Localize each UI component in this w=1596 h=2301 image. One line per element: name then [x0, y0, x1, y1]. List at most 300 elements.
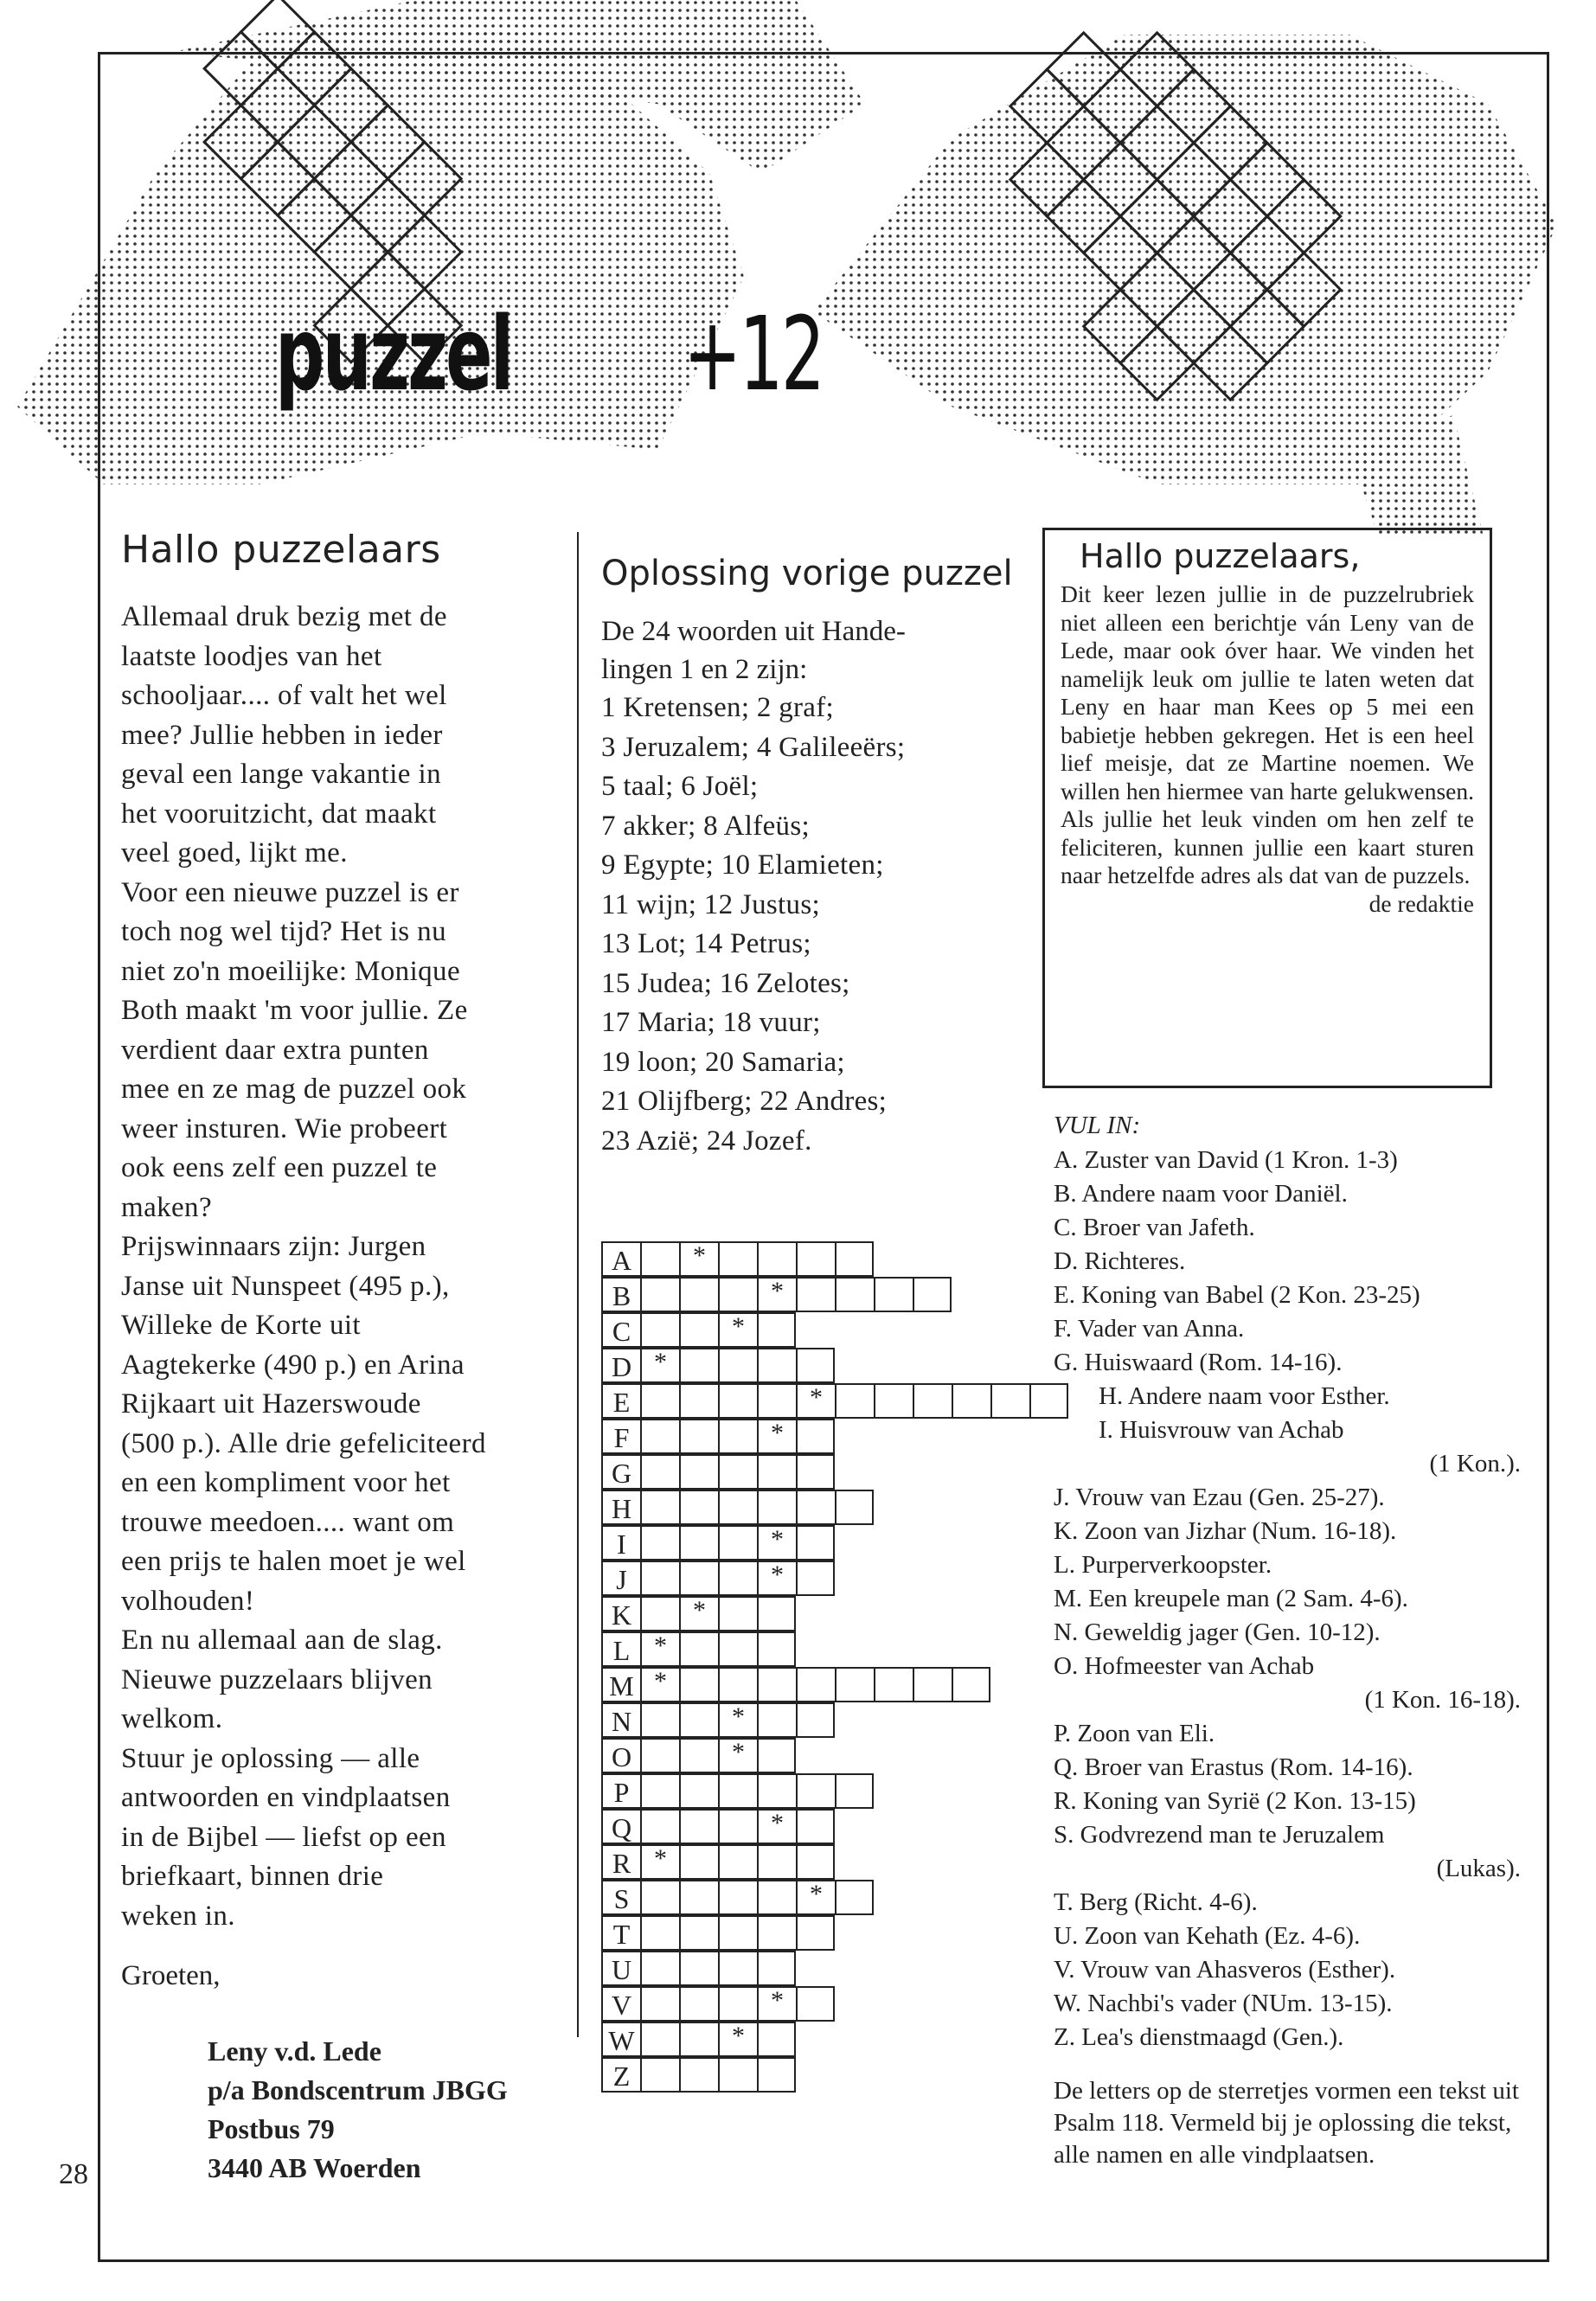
- clue-item: [1054, 1346, 1521, 1380]
- clue-text: P. Zoon van Eli.: [1054, 1720, 1215, 1747]
- grid-cell[interactable]: [796, 1383, 835, 1419]
- grid-row-label: D: [601, 1348, 640, 1383]
- grid-cell[interactable]: [640, 1986, 679, 2022]
- grid-cell[interactable]: [718, 1880, 757, 1915]
- grid-cell[interactable]: [679, 1241, 718, 1277]
- clues-heading: VUL IN:: [1054, 1112, 1141, 1139]
- grid-cell[interactable]: [796, 1773, 835, 1809]
- grid-cell[interactable]: [718, 1596, 757, 1631]
- clue-item: [1054, 1279, 1521, 1312]
- grid-cell[interactable]: [796, 1241, 835, 1277]
- grid-row-label: J: [601, 1561, 640, 1596]
- grid-cell[interactable]: [913, 1383, 952, 1419]
- grid-cell[interactable]: [757, 1667, 796, 1702]
- grid-row-label: B: [601, 1277, 640, 1312]
- intro-line: mee en ze mag de puzzel ook: [121, 1074, 467, 1105]
- grid-cell[interactable]: [640, 1561, 679, 1596]
- star-marker: *: [654, 1667, 667, 1695]
- clue-item: [1054, 1413, 1521, 1481]
- grid-cell[interactable]: [757, 1809, 796, 1844]
- notice-text: Dit keer lezen jullie in de puzzelrubriek niet alleen een berichtje ván Leny van de Lede, maar ook óver haar. We vinden het namelijk leuk om jullie te laten weten dat Leny en haar man Kees op 5 mei een babietje hebben gekregen. Het is een heel lief meisje, dat ze Martine noemen. We willen hen hiermee van harte gelukwensen. Als jullie het leuk vinden om hen zelf te feliciteren, kunnen jullie een kaart sturen naar hetzelfde adres als dat van de puzzels.: [1061, 580, 1474, 888]
- grid-row-label: M: [601, 1667, 640, 1702]
- clue-item: [1054, 1616, 1521, 1650]
- sol-intro-line: De 24 woorden uit Hande-: [601, 616, 906, 647]
- grid-cell[interactable]: [952, 1383, 990, 1419]
- grid-cell[interactable]: [679, 1702, 718, 1738]
- grid-cell[interactable]: [718, 1277, 757, 1312]
- signature: [208, 2032, 554, 2188]
- clue-text: E. Koning van Babel (2 Kon. 23-25): [1054, 1281, 1420, 1309]
- grid-cell[interactable]: [796, 1525, 835, 1561]
- grid-cell[interactable]: [640, 2022, 679, 2057]
- grid-row-label: P: [601, 1773, 640, 1809]
- grid-cell[interactable]: [835, 1241, 874, 1277]
- grid-cell[interactable]: [640, 1738, 679, 1773]
- intro-line: Janse uit Nunspeet (495 p.),: [121, 1270, 450, 1302]
- grid-cell[interactable]: [718, 1702, 757, 1738]
- star-marker: *: [654, 1631, 667, 1660]
- grid-cell[interactable]: [679, 1951, 718, 1986]
- clue-text: C. Broer van Jafeth.: [1054, 1214, 1255, 1241]
- intro-line: Nieuwe puzzelaars blijven: [121, 1663, 433, 1695]
- grid-cell[interactable]: [835, 1383, 874, 1419]
- grid-cell[interactable]: [757, 1844, 796, 1880]
- grid-cell[interactable]: [718, 1738, 757, 1773]
- grid-row-v: [601, 1986, 835, 2022]
- grid-row-g: [601, 1454, 835, 1490]
- clue-text: F. Vader van Anna.: [1054, 1315, 1245, 1343]
- intro-line: briefkaart, binnen drie: [121, 1861, 384, 1892]
- grid-row-label: Z: [601, 2057, 640, 2093]
- intro-line: Rijkaart uit Hazerswoude: [121, 1388, 421, 1420]
- intro-line: in de Bijbel — liefst op een: [121, 1821, 446, 1853]
- grid-row-label: C: [601, 1312, 640, 1348]
- grid-row-label: N: [601, 1702, 640, 1738]
- grid-cell[interactable]: [757, 1277, 796, 1312]
- grid-cell[interactable]: [640, 1277, 679, 1312]
- grid-cell[interactable]: [718, 1454, 757, 1490]
- intro-line: antwoorden en vindplaatsen: [121, 1782, 451, 1813]
- solution-line: 3 Jeruzalem; 4 Galileeërs;: [601, 731, 906, 763]
- intro-line: Allemaal druk bezig met de: [121, 601, 447, 632]
- grid-cell[interactable]: [679, 1596, 718, 1631]
- intro-line: maken?: [121, 1191, 213, 1223]
- notice-signoff: de redaktie: [1368, 889, 1474, 917]
- grid-row-m: [601, 1667, 990, 1702]
- intro-line: weken in.: [121, 1900, 235, 1932]
- sig-line: 3440 AB Woerden: [208, 2152, 421, 2183]
- grid-cell[interactable]: [718, 1419, 757, 1454]
- solution-heading: Oplossing vorige puzzel: [601, 554, 1013, 593]
- grid-cell[interactable]: [718, 2057, 757, 2093]
- star-marker: *: [810, 1383, 823, 1412]
- clue-text: B. Andere naam voor Daniël.: [1054, 1180, 1348, 1208]
- grid-cell[interactable]: [757, 1596, 796, 1631]
- grid-cell[interactable]: [679, 1773, 718, 1809]
- grid-cell[interactable]: [835, 1773, 874, 1809]
- grid-cell[interactable]: [796, 1844, 835, 1880]
- grid-cell[interactable]: [796, 1561, 835, 1596]
- clue-text: K. Zoon van Jizhar (Num. 16-18).: [1054, 1517, 1397, 1545]
- grid-cell[interactable]: [835, 1667, 874, 1702]
- clue-item: [1054, 1548, 1521, 1582]
- grid-cell[interactable]: [718, 1844, 757, 1880]
- clue-item: [1054, 1920, 1521, 1953]
- intro-line: Prijswinnaars zijn: Jurgen: [121, 1231, 426, 1262]
- intro-line: En nu allemaal aan de slag.: [121, 1625, 443, 1656]
- grid-row-label: S: [601, 1880, 640, 1915]
- grid-cell[interactable]: [835, 1880, 874, 1915]
- clue-text: H. Andere naam voor Esther.: [1099, 1382, 1390, 1410]
- grid-cell[interactable]: [757, 1986, 796, 2022]
- intro-line: schooljaar.... of valt het wel: [121, 680, 447, 711]
- grid-cell[interactable]: [757, 1738, 796, 1773]
- solution-line: 11 wijn; 12 Justus;: [601, 888, 820, 920]
- solution-line: 15 Judea; 16 Zelotes;: [601, 967, 850, 999]
- star-marker: *: [771, 1277, 784, 1305]
- grid-cell[interactable]: [679, 2057, 718, 2093]
- grid-cell[interactable]: [796, 1880, 835, 1915]
- grid-row-label: F: [601, 1419, 640, 1454]
- clue-item: [1054, 1582, 1521, 1616]
- grid-cell[interactable]: [757, 1490, 796, 1525]
- grid-cell[interactable]: [796, 1277, 835, 1312]
- grid-row-o: [601, 1738, 796, 1773]
- solution-line: 19 loon; 20 Samaria;: [601, 1046, 845, 1078]
- star-marker: *: [654, 1844, 667, 1873]
- star-marker: *: [771, 1525, 784, 1554]
- grid-cell[interactable]: [718, 1383, 757, 1419]
- clue-item: [1054, 1886, 1521, 1920]
- sig-line: Leny v.d. Lede: [208, 2035, 381, 2067]
- grid-cell[interactable]: [640, 1596, 679, 1631]
- grid-cell[interactable]: [679, 1738, 718, 1773]
- grid-row-label: Q: [601, 1809, 640, 1844]
- solution-list: [601, 689, 1051, 1161]
- greeting: Groeten,: [121, 1960, 221, 1991]
- intro-line: Both maakt 'm voor jullie. Ze: [121, 995, 468, 1026]
- grid-row-label: O: [601, 1738, 640, 1773]
- star-marker: *: [732, 1312, 745, 1341]
- intro-line: een prijs te halen moet je wel: [121, 1546, 466, 1577]
- grid-cell[interactable]: [640, 1383, 679, 1419]
- clue-text: Q. Broer van Erastus (Rom. 14-16).: [1054, 1753, 1413, 1781]
- grid-cell[interactable]: [874, 1667, 913, 1702]
- grid-cell[interactable]: [718, 1561, 757, 1596]
- grid-cell[interactable]: [757, 1241, 796, 1277]
- grid-cell[interactable]: [640, 1844, 679, 1880]
- clue-item: [1054, 1785, 1521, 1818]
- sol-intro-line: lingen 1 en 2 zijn:: [601, 654, 808, 685]
- star-marker: *: [732, 1702, 745, 1731]
- solution-line: 5 taal; 6 Joël;: [601, 771, 759, 802]
- grid-cell[interactable]: [679, 2022, 718, 2057]
- intro-line: en een kompliment voor het: [121, 1467, 451, 1498]
- grid-cell[interactable]: [1029, 1383, 1068, 1419]
- grid-cell[interactable]: [640, 1915, 679, 1951]
- grid-row-label: R: [601, 1844, 640, 1880]
- intro-line: volhouden!: [121, 1585, 255, 1617]
- clue-item: [1054, 1751, 1521, 1785]
- solution-line: 9 Egypte; 10 Elamieten;: [601, 849, 884, 881]
- intro-line: Aagtekerke (490 p.) en Arina: [121, 1349, 465, 1381]
- grid-cell[interactable]: [679, 1454, 718, 1490]
- grid-row-b: [601, 1277, 952, 1312]
- grid-cell[interactable]: [640, 1809, 679, 1844]
- clue-item: [1054, 1177, 1521, 1211]
- grid-cell[interactable]: [757, 1880, 796, 1915]
- grid-cell[interactable]: [757, 2022, 796, 2057]
- clue-text: A. Zuster van David (1 Kron. 1-3): [1054, 1146, 1398, 1174]
- star-marker: *: [771, 1986, 784, 2015]
- grid-cell[interactable]: [640, 1454, 679, 1490]
- grid-row-n: [601, 1702, 835, 1738]
- grid-cell[interactable]: [796, 1348, 835, 1383]
- grid-cell[interactable]: [874, 1277, 913, 1312]
- grid-cell[interactable]: [679, 1312, 718, 1348]
- star-marker: *: [693, 1241, 706, 1270]
- grid-cell[interactable]: [990, 1383, 1029, 1419]
- grid-cell[interactable]: [757, 1348, 796, 1383]
- clues-column: [1054, 1112, 1521, 2171]
- grid-row-f: [601, 1419, 835, 1454]
- grid-cell[interactable]: [913, 1667, 952, 1702]
- clue-text: W. Nachbi's vader (NUm. 13-15).: [1054, 1990, 1393, 2017]
- grid-cell[interactable]: [757, 1525, 796, 1561]
- clue-text: D. Richteres.: [1054, 1247, 1186, 1275]
- grid-cell[interactable]: [718, 1951, 757, 1986]
- clue-text: O. Hofmeester van Achab: [1054, 1652, 1315, 1680]
- grid-cell[interactable]: [796, 1667, 835, 1702]
- grid-cell[interactable]: [679, 1631, 718, 1667]
- clue-item: [1054, 1380, 1521, 1413]
- grid-cell[interactable]: [679, 1490, 718, 1525]
- grid-cell[interactable]: [640, 1348, 679, 1383]
- clue-text: U. Zoon van Kehath (Ez. 4-6).: [1054, 1922, 1361, 1950]
- grid-cell[interactable]: [640, 1773, 679, 1809]
- grid-cell[interactable]: [640, 1490, 679, 1525]
- clue-text: G. Huiswaard (Rom. 14-16).: [1054, 1349, 1343, 1376]
- grid-cell[interactable]: [757, 1419, 796, 1454]
- star-marker: *: [810, 1880, 823, 1908]
- clue-item: [1054, 1245, 1521, 1279]
- grid-cell[interactable]: [718, 1773, 757, 1809]
- grid-cell[interactable]: [679, 1844, 718, 1880]
- grid-row-label: K: [601, 1596, 640, 1631]
- star-marker: *: [771, 1809, 784, 1837]
- grid-cell[interactable]: [796, 1702, 835, 1738]
- intro-text: [121, 598, 554, 1936]
- grid-cell[interactable]: [679, 1525, 718, 1561]
- grid-cell[interactable]: [640, 1631, 679, 1667]
- grid-cell[interactable]: [874, 1383, 913, 1419]
- clue-item: [1054, 1818, 1521, 1886]
- grid-row-j: [601, 1561, 835, 1596]
- grid-row-q: [601, 1809, 835, 1844]
- solution-intro: [601, 612, 1051, 689]
- grid-cell[interactable]: [718, 1667, 757, 1702]
- grid-cell[interactable]: [796, 1490, 835, 1525]
- grid-cell[interactable]: [835, 1490, 874, 1525]
- grid-cell[interactable]: [718, 1348, 757, 1383]
- clue-item: [1054, 1515, 1521, 1548]
- grid-cell[interactable]: [679, 1561, 718, 1596]
- intro-line: trouwe meedoen.... want om: [121, 1506, 455, 1538]
- intro-line: toch nog wel tijd? Het is nu: [121, 916, 446, 947]
- grid-row-s: [601, 1880, 874, 1915]
- grid-row-label: T: [601, 1915, 640, 1951]
- intro-line: het vooruitzicht, dat maakt: [121, 798, 437, 830]
- clue-list: [1054, 1144, 1521, 2054]
- grid-cell[interactable]: [757, 1702, 796, 1738]
- intro-line: geval een lange vakantie in: [121, 759, 441, 790]
- grid-row-t: [601, 1915, 835, 1951]
- intro-line: veel goed, lijkt me.: [121, 837, 348, 868]
- grid-cell[interactable]: [757, 1561, 796, 1596]
- grid-cell[interactable]: [679, 1348, 718, 1383]
- grid-row-h: [601, 1490, 874, 1525]
- notice-heading: Hallo puzzelaars,: [1080, 537, 1361, 575]
- grid-cell[interactable]: [640, 1525, 679, 1561]
- notice-box: [1042, 528, 1492, 1088]
- clue-text: L. Purperverkoopster.: [1054, 1551, 1272, 1579]
- clue-item: [1054, 2021, 1521, 2054]
- star-marker: *: [732, 2022, 745, 2050]
- grid-cell[interactable]: [796, 1809, 835, 1844]
- clue-text: T. Berg (Richt. 4-6).: [1054, 1888, 1258, 1916]
- clue-text: Z. Lea's dienstmaagd (Gen.).: [1054, 2023, 1344, 2051]
- grid-cell[interactable]: [757, 1951, 796, 1986]
- grid-cell[interactable]: [679, 1809, 718, 1844]
- grid-row-label: E: [601, 1383, 640, 1419]
- intro-line: Willeke de Korte uit: [121, 1310, 361, 1341]
- grid-cell[interactable]: [679, 1880, 718, 1915]
- grid-cell[interactable]: [796, 1986, 835, 2022]
- solution-line: 21 Olijfberg; 22 Andres;: [601, 1086, 888, 1117]
- grid-cell[interactable]: [718, 1631, 757, 1667]
- intro-line: laatste loodjes van het: [121, 640, 382, 672]
- grid-row-z: [601, 2057, 796, 2093]
- grid-cell[interactable]: [640, 1312, 679, 1348]
- grid-cell[interactable]: [757, 1312, 796, 1348]
- clues-outro: De letters op de sterretjes vormen een tekst uit Psalm 118. Vermeld bij je oplossing die tekst, alle namen en alle vindplaatsen.: [1054, 2077, 1519, 2169]
- sig-line: p/a Bondscentrum JBGG: [208, 2074, 508, 2106]
- solution-line: 7 akker; 8 Alfeüs;: [601, 810, 810, 842]
- grid-row-u: [601, 1951, 796, 1986]
- intro-heading: Hallo puzzelaars: [121, 528, 441, 572]
- page-number: 28: [59, 2158, 88, 2190]
- grid-cell[interactable]: [757, 1383, 796, 1419]
- grid-cell[interactable]: [835, 1277, 874, 1312]
- solution-line: 17 Maria; 18 vuur;: [601, 1007, 821, 1038]
- grid-cell[interactable]: [718, 2022, 757, 2057]
- grid-cell[interactable]: [757, 1631, 796, 1667]
- grid-cell[interactable]: [796, 1915, 835, 1951]
- intro-line: (500 p.). Alle drie gefeliciteerd: [121, 1427, 486, 1459]
- intro-column: [121, 528, 554, 2188]
- grid-cell[interactable]: [757, 1915, 796, 1951]
- clue-text: S. Godvrezend man te Jeruzalem: [1054, 1821, 1385, 1849]
- grid-row-label: U: [601, 1951, 640, 1986]
- grid-cell[interactable]: [718, 1525, 757, 1561]
- clue-text: N. Geweldig jager (Gen. 10-12).: [1054, 1618, 1381, 1646]
- grid-row-label: V: [601, 1986, 640, 2022]
- grid-cell[interactable]: [640, 1951, 679, 1986]
- solution-column: [601, 554, 1051, 1161]
- intro-line: welkom.: [121, 1703, 223, 1734]
- star-marker: *: [654, 1348, 667, 1376]
- grid-cell[interactable]: [796, 1454, 835, 1490]
- grid-cell[interactable]: [718, 1915, 757, 1951]
- grid-row-r: [601, 1844, 835, 1880]
- clue-text: I. Huisvrouw van Achab: [1099, 1416, 1344, 1444]
- column-divider: [577, 532, 579, 2037]
- grid-cell[interactable]: [718, 1312, 757, 1348]
- grid-cell[interactable]: [913, 1277, 952, 1312]
- clue-item: [1054, 1481, 1521, 1515]
- grid-row-e: [601, 1383, 1068, 1419]
- grid-cell[interactable]: [679, 1667, 718, 1702]
- clue-item: [1054, 1211, 1521, 1245]
- grid-row-l: [601, 1631, 796, 1667]
- grid-cell[interactable]: [952, 1667, 990, 1702]
- grid-cell[interactable]: [718, 1490, 757, 1525]
- clue-item: [1054, 1953, 1521, 1987]
- grid-cell[interactable]: [640, 1880, 679, 1915]
- grid-cell[interactable]: [679, 1383, 718, 1419]
- clue-item: [1054, 1987, 1521, 2021]
- grid-cell[interactable]: [757, 1773, 796, 1809]
- star-marker: *: [771, 1419, 784, 1447]
- grid-row-label: A: [601, 1241, 640, 1277]
- clue-item: [1054, 1650, 1521, 1717]
- grid-cell[interactable]: [718, 1986, 757, 2022]
- header-title: puzzel: [275, 294, 512, 413]
- clue-text: V. Vrouw van Ahasveros (Esther).: [1054, 1956, 1396, 1984]
- grid-cell[interactable]: [757, 1454, 796, 1490]
- intro-line: ook eens zelf een puzzel te: [121, 1152, 438, 1183]
- grid-cell[interactable]: [757, 2057, 796, 2093]
- grid-cell[interactable]: [640, 1702, 679, 1738]
- grid-row-label: I: [601, 1525, 640, 1561]
- grid-row-label: G: [601, 1454, 640, 1490]
- grid-cell[interactable]: [679, 1915, 718, 1951]
- clue-text: J. Vrouw van Ezau (Gen. 25-27).: [1054, 1484, 1385, 1511]
- grid-row-k: [601, 1596, 796, 1631]
- clue-continuation: (1 Kon. 16-18).: [1364, 1686, 1521, 1714]
- grid-cell[interactable]: [796, 1419, 835, 1454]
- sig-line: Postbus 79: [208, 2113, 335, 2144]
- grid-cell[interactable]: [718, 1809, 757, 1844]
- grid-cell[interactable]: [640, 1667, 679, 1702]
- intro-line: Stuur je oplossing — alle: [121, 1742, 420, 1774]
- grid-cell[interactable]: [679, 1986, 718, 2022]
- grid-cell[interactable]: [640, 1241, 679, 1277]
- grid-row-p: [601, 1773, 874, 1809]
- clue-item: [1054, 1312, 1521, 1346]
- intro-line: weer insturen. Wie probeert: [121, 1112, 448, 1144]
- solution-line: 1 Kretensen; 2 graf;: [601, 692, 834, 723]
- grid-cell[interactable]: [640, 1419, 679, 1454]
- grid-cell[interactable]: [679, 1277, 718, 1312]
- clue-item: [1054, 1717, 1521, 1751]
- grid-cell[interactable]: [640, 2057, 679, 2093]
- grid-cell[interactable]: [718, 1241, 757, 1277]
- grid-cell[interactable]: [679, 1419, 718, 1454]
- intro-line: mee? Jullie hebben in ieder: [121, 719, 443, 751]
- clue-continuation: (1 Kon.).: [1429, 1450, 1521, 1477]
- star-marker: *: [771, 1561, 784, 1589]
